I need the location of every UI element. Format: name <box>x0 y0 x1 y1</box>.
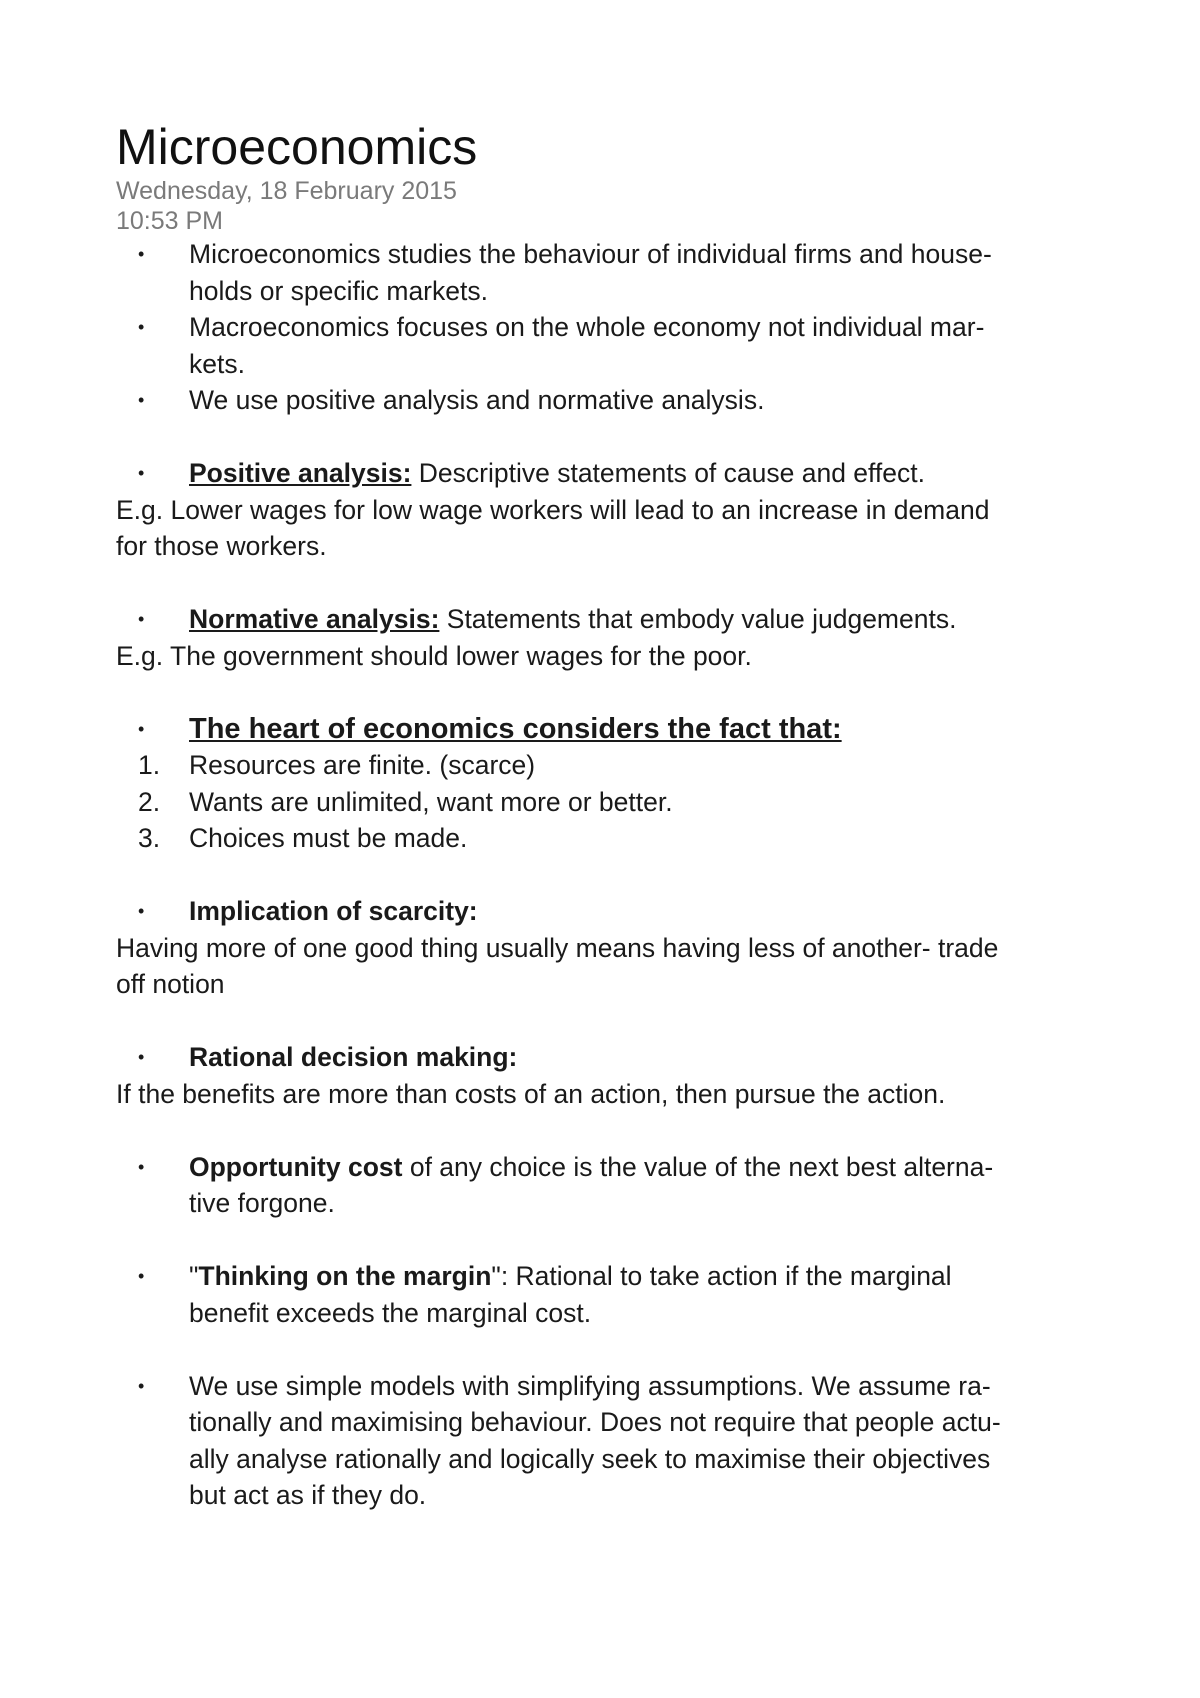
scarcity-text: Having more of one good thing usually means having less of another- trade <box>116 932 999 963</box>
bullet-heart-of-economics <box>116 711 1096 748</box>
bullet-thinking-on-the-margin <box>116 1258 1096 1331</box>
bullet-dot: • <box>138 1047 145 1067</box>
item-number: 3. <box>138 823 161 853</box>
page-title: Microeconomics <box>116 119 478 175</box>
note-date: Wednesday, 18 February 2015 <box>116 177 457 205</box>
bullet-text: holds or specific markets. <box>189 275 488 306</box>
term-rational-decision-making: Rational decision making: <box>189 1042 518 1072</box>
bullet-text <box>189 455 1096 492</box>
bullet-text: Microeconomics studies the behaviour of individual firms and house- <box>189 239 992 269</box>
note-time: 10:53 PM <box>116 207 224 235</box>
bullet-simple-models <box>116 1368 1096 1514</box>
bullet-text: We use positive analysis and normative analysis. <box>189 385 765 415</box>
bullet-text <box>189 1258 1096 1295</box>
bullet-rational-decision-making <box>116 1039 1096 1076</box>
item-text: Resources are finite. (scarce) <box>189 750 536 780</box>
term-opportunity-cost: Opportunity cost <box>189 1151 403 1182</box>
open-quote: " <box>189 1261 199 1291</box>
bullet-dot: • <box>138 244 145 264</box>
spacer <box>116 565 1096 602</box>
bullet-text <box>189 1149 1096 1186</box>
bullet-dot: • <box>138 1156 145 1177</box>
bullet-opportunity-cost <box>116 1149 1096 1222</box>
spacer <box>116 857 1096 894</box>
close-quote: " <box>491 1261 501 1291</box>
bullet-text: benefit exceeds the marginal cost. <box>189 1297 592 1328</box>
bullet-dot: • <box>138 718 145 739</box>
bullet-text: Macroeconomics focuses on the whole economy not individual mar- <box>189 312 985 342</box>
definition-normative-analysis: Statements that embody value judgements. <box>439 604 957 634</box>
bullet-analysis-types <box>116 382 1096 419</box>
heading-heart-of-economics: The heart of economics considers the fact that: <box>189 712 842 745</box>
bullet-dot: • <box>138 390 145 410</box>
bullet-dot: • <box>138 463 145 483</box>
rational-text: If the benefits are more than costs of an action, then pursue the action. <box>116 1078 946 1109</box>
spacer <box>116 419 1096 456</box>
bullet-dot: • <box>138 609 145 629</box>
bullet-dot: • <box>138 1375 145 1396</box>
example-normative: E.g. The government should lower wages for the poor. <box>116 640 752 671</box>
bullet-text: We use simple models with simplifying assumptions. We assume ra- <box>189 1370 991 1401</box>
bullet-positive-analysis <box>116 455 1096 492</box>
item-text: Wants are unlimited, want more or better. <box>189 786 673 817</box>
definition-thinking-on-the-margin: : Rational to take action if the marginal <box>500 1261 952 1291</box>
item-number: 2. <box>138 786 161 817</box>
term-thinking-on-the-margin: Thinking on the margin <box>198 1261 492 1291</box>
spacer <box>116 1112 1096 1149</box>
bullet-normative-analysis <box>116 601 1096 638</box>
term-positive-analysis: Positive analysis: <box>189 458 412 488</box>
example-positive: E.g. Lower wages for low wage workers will lead to an increase in demand <box>116 494 990 525</box>
numbered-item <box>116 747 1096 784</box>
bullet-dot: • <box>138 1266 145 1286</box>
bullet-text: kets. <box>189 348 245 379</box>
bullet-text <box>189 601 1096 638</box>
bullet-text: tive forgone. <box>189 1188 335 1218</box>
bullet-dot: • <box>138 901 145 921</box>
spacer <box>116 1222 1096 1259</box>
item-number: 1. <box>138 750 161 780</box>
term-normative-analysis: Normative analysis: <box>189 604 440 634</box>
definition-positive-analysis: Descriptive statements of cause and effect. <box>411 458 926 488</box>
bullet-implication-of-scarcity <box>116 893 1096 930</box>
spacer <box>116 1003 1096 1040</box>
bullet-dot: • <box>138 317 145 337</box>
note-page <box>116 118 1096 1514</box>
definition-opportunity-cost: of any choice is the value of the next best alterna- <box>402 1151 994 1182</box>
bullet-text: tionally and maximising behaviour. Does not require that people actu- <box>189 1407 1001 1437</box>
bullet-text: but act as if they do. <box>189 1480 427 1510</box>
bullet-macroeconomics <box>116 309 1096 382</box>
example-positive-cont: for those workers. <box>116 531 327 561</box>
item-text: Choices must be made. <box>189 823 468 853</box>
spacer <box>116 674 1096 711</box>
spacer <box>116 1331 1096 1368</box>
bullet-microeconomics <box>116 236 1096 309</box>
bullet-text: ally analyse rationally and logically seek to maximise their objectives <box>189 1443 991 1474</box>
note-body <box>116 236 1096 1514</box>
numbered-item <box>116 820 1096 857</box>
numbered-item <box>116 784 1096 821</box>
scarcity-text-cont: off notion <box>116 969 225 999</box>
term-implication-of-scarcity: Implication of scarcity: <box>189 896 478 926</box>
